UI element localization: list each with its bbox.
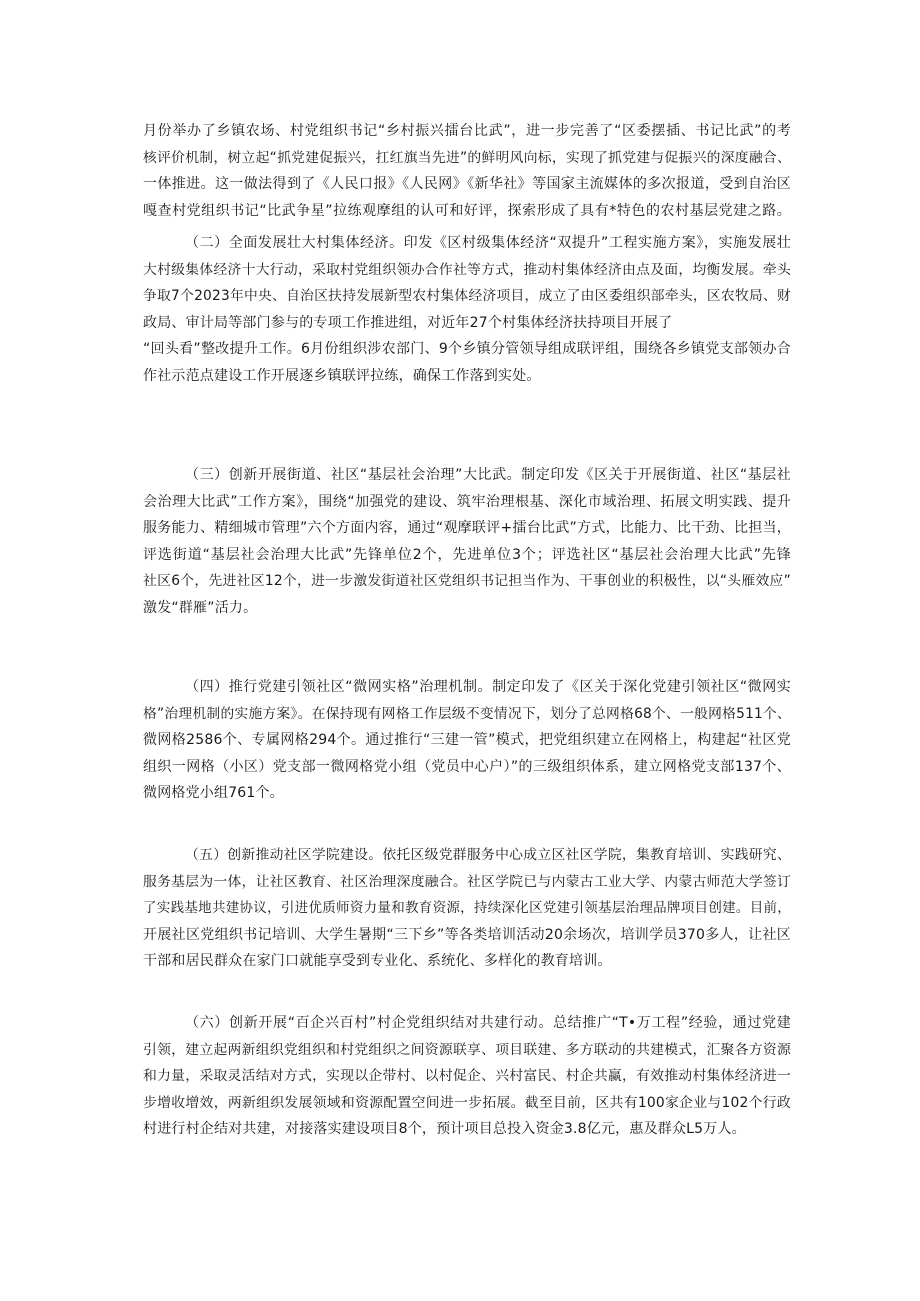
text-line: 村进行村企结对共建，对接落实建设项目8个，预计项目总投入资金3.8亿元，惠及群众L5万人。 <box>143 1121 746 1138</box>
text-line: （三）创新开展街道、社区“基层社会治理”大比武。制定印发《区关于开展街道、社区“基层社 <box>185 467 791 483</box>
text-line: 了实践基地共建协议，引进优质师资力量和教育资源，持续深化区党建引领基层治理品牌项目创建。目前， <box>143 900 791 917</box>
text-line: （二）全面发展壮大村集体经济。印发《区村级集体经济“双提升”工程实施方案》，实施发展壮 <box>185 235 791 251</box>
text-line: 社区6个，先进社区12个，进一步激发街道社区党组织书记担当作为、干事创业的积极性，以“头雁效应” <box>143 573 791 590</box>
text-line: （四）推行党建引领社区“微网实格”治理机制。制定印发了《区关于深化党建引领社区“微网实 <box>185 679 791 695</box>
text-line: 一体推进。这一做法得到了《人民口报》《人民网》《新华社》等国家主流媒体的多次报道，受到自治区 <box>143 176 791 193</box>
text-line: 服务能力、精细城市管理”六个方面内容，通过“观摩联评+擂台比武”方式，比能力、比干劲、比担当， <box>143 520 791 537</box>
text-line: 步增收增效，两新组织发展领域和资源配置空间进一步拓展。截至目前，区共有100家企业与102个行政 <box>143 1094 791 1111</box>
text-line: 政局、审计局等部门参与的专项工作推进组，对近年27个村集体经济扶持项目开展了 <box>143 314 673 331</box>
paragraph-community-college <box>143 842 791 975</box>
text-line: 微网格党小组761个。 <box>143 785 284 802</box>
text-line: 服务基层为一体，让社区教育、社区治理深度融合。社区学院已与内蒙古工业大学、内蒙古师范大学签订 <box>143 873 791 890</box>
text-line: 作社示范点建设工作开展逐乡镇联评拉练，确保工作落到实处。 <box>143 367 541 384</box>
paragraph-collective-economy <box>143 230 791 390</box>
paragraph-social-governance <box>143 462 791 622</box>
text-line: （五）创新推动社区学院建设。依托区级党群服务中心成立区社区学院，集教育培训、实践研究、 <box>185 847 791 863</box>
text-line: 大村级集体经济十大行动，采取村党组织领办合作社等方式，推动村集体经济由点及面，均衡发展。牵头 <box>143 261 791 278</box>
text-line: 争取7个2023年中央、自治区扶持发展新型农村集体经济项目，成立了由区委组织部牵头，区农牧局、财 <box>143 288 791 305</box>
text-line: 引领，建立起两新组织党组织和村党组织之间资源联享、项目联建、多方联动的共建模式，汇聚各方资源 <box>143 1041 791 1058</box>
paragraph-micro-grid <box>143 674 791 807</box>
text-line: 激发“群雁”活力。 <box>143 599 258 616</box>
text-line: 和力量，采取灵活结对方式，实现以企带村、以村促企、兴村富民、村企共赢，有效推动村集体经济进一 <box>143 1068 791 1085</box>
text-line: “回头看”整改提升工作。6月份组织涉农部门、9个乡镇分管领导组成联评组，围绕各乡镇党支部领办合 <box>143 341 791 358</box>
text-line: 开展社区党组织书记培训、大学生暑期“三下乡”等各类培训活动20余场次，培训学员370多人，让社区 <box>143 926 791 943</box>
paragraph-enterprise-village <box>143 1010 791 1143</box>
text-line: 嘎查村党组织书记“比武争星”拉练观摩组的认可和好评，探索形成了具有*特色的农村基层党建之路。 <box>143 202 791 219</box>
text-line: 会治理大比武”工作方案》，围绕“加强党的建设、筑牢治理根基、深化市域治理、拓展文明实践、提升 <box>143 493 791 510</box>
text-line: 组织一网格（小区）党支部一微网格党小组（党员中心户）”的三级组织体系，建立网格党支部137个、 <box>143 758 791 775</box>
text-line: 微网格2586个、专属网格294个。通过推行“三建一管”模式，把党组织建立在网格上，构建起“社区党 <box>143 732 791 749</box>
text-line: （六）创新开展“百企兴百村”村企党组织结对共建行动。总结推广“T•万工程”经验，通过党建 <box>185 1015 791 1031</box>
text-line: 核评价机制，树立起“抓党建促振兴，扛红旗当先进”的鲜明风向标，实现了抓党建与促振兴的深度融合、 <box>143 149 791 166</box>
text-line: 月份举办了乡镇农场、村党组织书记“乡村振兴擂台比武”，进一步完善了“区委摆插、书记比武”的考 <box>143 123 791 139</box>
paragraph-continued <box>143 118 791 224</box>
text-line: 干部和居民群众在家门口就能享受到专业化、系统化、多样化的教育培训。 <box>143 953 612 970</box>
text-line: 评选街道“基层社会治理大比武”先锋单位2个，先进单位3个；评选社区“基层社会治理大比武”先锋 <box>143 546 791 563</box>
text-line: 格”治理机制的实施方案》。在保持现有网格工作层级不变情况下，划分了总网格68个、一般网格511个、 <box>143 705 791 722</box>
